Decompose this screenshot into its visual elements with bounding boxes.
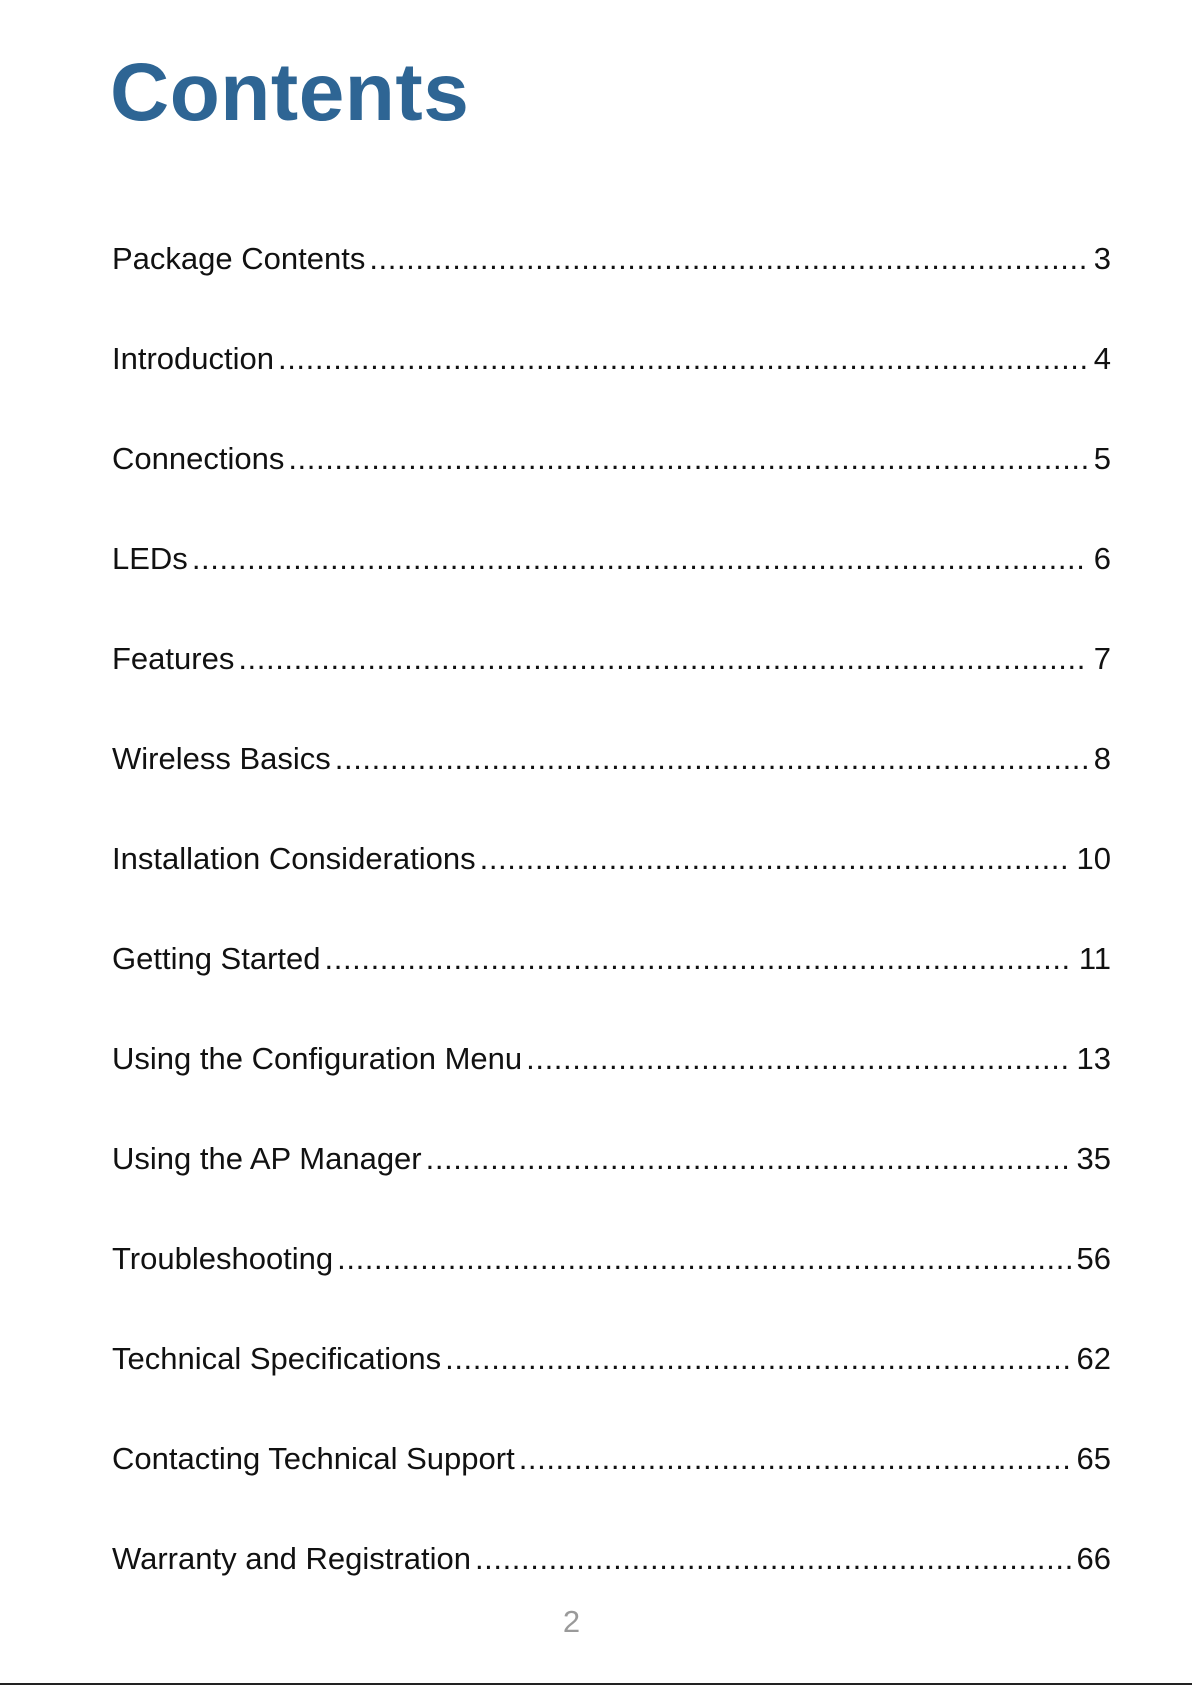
toc-entry-title: Contacting Technical Support: [112, 1432, 519, 1486]
toc-entry-page: 56: [1071, 1232, 1111, 1286]
toc-entry-technical-specifications[interactable]: [112, 1332, 1111, 1432]
toc-dot-leader: [192, 532, 1088, 586]
page-title: Contents: [110, 47, 470, 138]
toc-entry-package-contents[interactable]: [112, 232, 1111, 332]
toc-entry-features[interactable]: [112, 632, 1111, 732]
toc-entry-connections[interactable]: [112, 432, 1111, 532]
toc-dot-leader: [238, 632, 1087, 686]
toc-dot-leader: [288, 432, 1087, 486]
toc-dot-leader: [480, 832, 1071, 886]
toc-entry-installation-considerations[interactable]: [112, 832, 1111, 932]
toc-entry-using-configuration-menu[interactable]: [112, 1032, 1111, 1132]
toc-entry-title: Using the Configuration Menu: [112, 1032, 526, 1086]
toc-entry-page: 66: [1071, 1532, 1111, 1586]
toc-entry-page: 13: [1071, 1032, 1111, 1086]
toc-entry-wireless-basics[interactable]: [112, 732, 1111, 832]
toc-entry-using-ap-manager[interactable]: [112, 1132, 1111, 1232]
toc-dot-leader: [278, 332, 1088, 386]
toc-entry-introduction[interactable]: [112, 332, 1111, 432]
toc-entry-title: LEDs: [112, 532, 192, 586]
toc-entry-page: 62: [1071, 1332, 1111, 1386]
toc-entry-title: Technical Specifications: [112, 1332, 445, 1386]
toc-dot-leader: [445, 1332, 1070, 1386]
toc-entry-page: 35: [1071, 1132, 1111, 1186]
toc-entry-page: 65: [1071, 1432, 1111, 1486]
toc-entry-contacting-technical-support[interactable]: [112, 1432, 1111, 1532]
toc-entry-title: Troubleshooting: [112, 1232, 337, 1286]
toc-entry-title: Installation Considerations: [112, 832, 480, 886]
toc-entry-page: 10: [1071, 832, 1111, 886]
toc-entry-title: Wireless Basics: [112, 732, 335, 786]
toc-entry-title: Features: [112, 632, 238, 686]
toc-entry-troubleshooting[interactable]: [112, 1232, 1111, 1332]
page-number: 2: [562, 1604, 581, 1639]
toc-entry-leds[interactable]: [112, 532, 1111, 632]
toc-entry-title: Introduction: [112, 332, 278, 386]
toc-entry-page: 7: [1088, 632, 1111, 686]
toc-entry-title: Warranty and Registration: [112, 1532, 475, 1586]
toc-entry-page: 4: [1088, 332, 1111, 386]
toc-dot-leader: [325, 932, 1073, 986]
toc-entry-page: 11: [1073, 932, 1111, 986]
toc-entry-page: 3: [1088, 232, 1111, 286]
toc-entry-title: Using the AP Manager: [112, 1132, 426, 1186]
toc-dot-leader: [369, 232, 1087, 286]
toc-dot-leader: [337, 1232, 1070, 1286]
table-of-contents: [112, 232, 1111, 1632]
toc-entry-page: 6: [1088, 532, 1111, 586]
toc-entry-getting-started[interactable]: [112, 932, 1111, 1032]
toc-dot-leader: [475, 1532, 1071, 1586]
toc-entry-title: Connections: [112, 432, 288, 486]
toc-dot-leader: [335, 732, 1088, 786]
toc-dot-leader: [526, 1032, 1070, 1086]
toc-entry-page: 5: [1088, 432, 1111, 486]
toc-dot-leader: [426, 1132, 1071, 1186]
toc-entry-page: 8: [1088, 732, 1111, 786]
toc-entry-title: Getting Started: [112, 932, 325, 986]
toc-entry-title: Package Contents: [112, 232, 369, 286]
toc-dot-leader: [519, 1432, 1071, 1486]
